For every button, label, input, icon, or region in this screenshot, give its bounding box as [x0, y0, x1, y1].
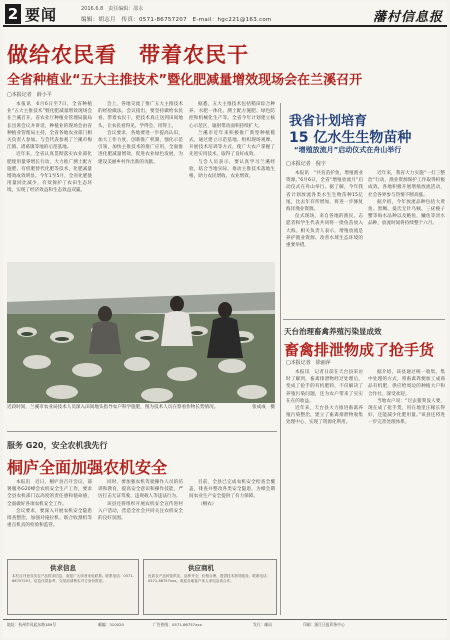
paragraph: 与会人员表示，要认真学习兰溪经验，结合当地实际，推动主推技术落地生根，助力农民增收、农业增效。	[189, 159, 275, 180]
paragraph: 近年来，我省大力实施“一打三整治”行动，渔业资源保护工作取得积极成效。各地积极开展增殖放流活动，社会各界参与热情不断高涨。	[368, 171, 445, 198]
page-footer	[3, 619, 447, 637]
lead-headline: 做给农民看 带着农民干	[7, 43, 249, 67]
paragraph: 会上，各地交流了推广五大主推技术的经验做法。会议指出，要坚持做给农民看、带着农民干，把技术真正送到田间地头，让农民看得见、学得会、用得上。	[98, 102, 183, 129]
second-story-column-2	[368, 369, 445, 615]
date-line: 2016.6.8 责任编辑：邵永	[81, 6, 144, 12]
lead-column-2	[98, 101, 183, 259]
paragraph: 据悉，五大主推技术包括稻田综合种养、水肥一体化、测土配方施肥、绿色防控和机械化生产等。全省今年计划建立核心示范区，辐射带动面积持续扩大。	[189, 102, 275, 129]
paragraph: 据介绍，该县通过统一收集、集中处理的方式，将畜禽粪便加工成商品有机肥，供应给周边的种植大户和合作社，深受欢迎。	[368, 370, 445, 397]
paragraph: 本报讯 “共育苗护鱼，增殖渔业资源。”6月6日，全省“增殖放流月”启动仪式在舟山举行。据了解，今年我省计划放流各类水生生物苗种15亿尾，比去年有所增加，将进一步修复海洋渔业资源。	[286, 171, 363, 213]
lead-photo	[7, 262, 275, 403]
farm-photo-illustration	[7, 262, 275, 403]
section-divider	[7, 431, 277, 432]
paragraph: 近年来，全省认真贯彻落实农业部化肥使用量零增长行动，大力推广测土配方施肥、有机肥替代化肥等技术，化肥减量增效成效明显。今年1至5月，全省化肥使用量同比减少，有效保护了农田生态环境，实现了经济效益和生态效益双赢。	[7, 152, 92, 194]
ad-text: 本栏目刊登各类农产品供求信息，欢迎广大读者来电联系。联系电话：0571-86757207。信息仅供参考，交易前请核实对方身份资质。	[12, 574, 134, 584]
right-story-headline: 15 亿水生生物苗种	[289, 130, 412, 146]
paragraph: 兰溪市近年来积极推广新型种植模式，通过建立示范基地、组织现场观摩、开展技术培训等方式，使广大农户掌握了先进实用技术，取得了良好成效。	[189, 130, 275, 158]
third-story-kicker: 服务 G20，安全农机我先行	[7, 441, 108, 450]
paragraph: 仪式现场，来自各地的渔民、志愿者和学生代表共同将一批鱼苗放入大海。相关负责人表示，增殖放流是养护渔业资源、改善水域生态环境的重要举措。	[286, 214, 363, 249]
second-story-byline: □本报记者 徐丽萍	[286, 360, 331, 366]
third-story-column-2	[98, 479, 183, 555]
paragraph: 本报讯 记者日前在天台县采访时了解到，畜禽排泄物经过处理后，变成了抢手的有机肥料，不仅解决了养殖污染问题，还为农户带来了实实在在的收益。	[286, 370, 363, 404]
newspaper-page	[3, 3, 447, 637]
second-story-kicker: 天台治理畜禽养殖污染显成效	[284, 327, 382, 336]
lead-byline: □本报记者 薛小平	[7, 92, 52, 98]
photo-credit: 张成成 摄	[252, 405, 275, 410]
photo-caption	[7, 405, 275, 412]
ad-title: 供应商机	[188, 564, 214, 572]
paragraph: 近年来，天台县大力推进畜禽养殖污染整治，建立了畜禽排泄物收集处理中心，实现了资源化利用。	[286, 406, 363, 426]
paragraph: 本报讯 近日，桐庐县召开会议，部署服务G20峰会农机安全生产工作，要求全县农机部门以高度的责任感和使命感，全面做好各项农机安全工作。	[7, 480, 92, 507]
paragraph: 会议要求，要深入开展农机安全隐患排查整治，加强对拖拉机、联合收割机等重点机具的检验和监管。	[7, 508, 92, 529]
third-story-column-3	[189, 479, 275, 555]
contact-line: 编辑：胡志月 传真：0571-86757207 E-mail：hgc221@163.com	[81, 17, 272, 23]
paragraph: 会议要求，各地要进一步提高认识，加大工作力度，创新推广机制，强化示范引领，加快主推技术的推广应用，全面推进化肥减量增效，促进农业绿色发展，为建设美丽乡村作出新的贡献。	[98, 130, 183, 165]
second-story-column-1	[286, 369, 363, 615]
ad-box-business	[143, 559, 277, 615]
ad-title: 供求信息	[50, 564, 76, 572]
lead-column-3	[189, 101, 275, 259]
footer-item: 广告热线：0571-86757xxx	[153, 622, 202, 627]
masthead: 藩村信息报	[372, 10, 443, 25]
lead-column-1	[7, 101, 92, 259]
paragraph: 同时，要加强农机驾驶操作人员的培训和教育，提高安全意识和操作技能，严厉打击无证驾驶、违规载人等违法行为。	[98, 480, 183, 500]
right-story-column-2	[368, 170, 445, 316]
footer-item: 邮编：310020	[98, 622, 124, 627]
caption-text: 近段时间，兰溪市农业局技术人员深入田间地头指导农户科学施肥，图为技术人员在察看作物长势情况。	[7, 405, 219, 410]
paragraph: 目前，全县已完成农机安全检查全覆盖，排查并整改各类安全隐患，为峰会期间农业生产安全提供了有力保障。	[189, 480, 275, 500]
right-story-kicker: 我省计划培育	[289, 114, 368, 129]
second-story-headline: 畜禽排泄物成了抢手货	[284, 341, 435, 359]
section-title: 要闻	[25, 6, 58, 24]
paragraph: （桐农）	[198, 501, 217, 507]
column-divider	[280, 103, 281, 615]
paragraph: 该县还将组织开展农机安全宣传进村入户活动，营造全社会共同关注农机安全的良好氛围。	[98, 501, 183, 522]
footer-item: 印刷：浙江日报印务中心	[303, 622, 345, 627]
page-number: 2	[5, 4, 21, 24]
ad-box-supply-demand	[7, 559, 139, 615]
paragraph: 据介绍，今年放流品种包括大黄鱼、黑鲷、曼氏无针乌贼、三疣梭子蟹等海水品种以及鲢鱼、鳙鱼等淡水品种，放流时间将持续整个六月。	[368, 199, 445, 227]
footer-item: 发行：邮局	[253, 622, 272, 627]
right-story-byline: □本报记者 倪宇	[286, 161, 326, 167]
third-story-headline: 桐庐全面加强农机安全	[7, 458, 168, 477]
third-story-column-1	[7, 479, 92, 555]
right-story-subhead: “增殖放流月”启动仪式在舟山举行	[294, 146, 402, 154]
lead-subhead: 全省种植业“五大主推技术”暨化肥减量增效现场会在兰溪召开	[7, 73, 363, 88]
right-story-column-1	[286, 170, 363, 316]
page-header	[3, 3, 447, 27]
ad-text: 优质农产品种苗供应，品种齐全，价格合理，提供技术指导服务。联系电话：0571-86757xxx。欢迎各地客户来人来电洽谈合作。	[148, 574, 271, 584]
paragraph: 本报讯 6月6日至7日，全省种植业“五大主推技术”暨化肥减量增效现场会在兰溪召开。省农业厅种植业管理局副局长出席会议并讲话，种植业的现场会由省种植业管理局主持，全省各地农业部门相关负责人参加。与会代表参观了兰溪市梅江镇、诸葛镇等地的示范基地。	[7, 102, 92, 151]
section-divider	[283, 319, 445, 320]
paragraph: 当地农户说：“过去猪粪没人要，现在成了抢手货，用在地里庄稼长得好，还能减少化肥用量。”该县还将进一步完善处理体系。	[368, 398, 445, 426]
footer-item: 地址：杭州市凤起东路189号	[7, 622, 57, 627]
